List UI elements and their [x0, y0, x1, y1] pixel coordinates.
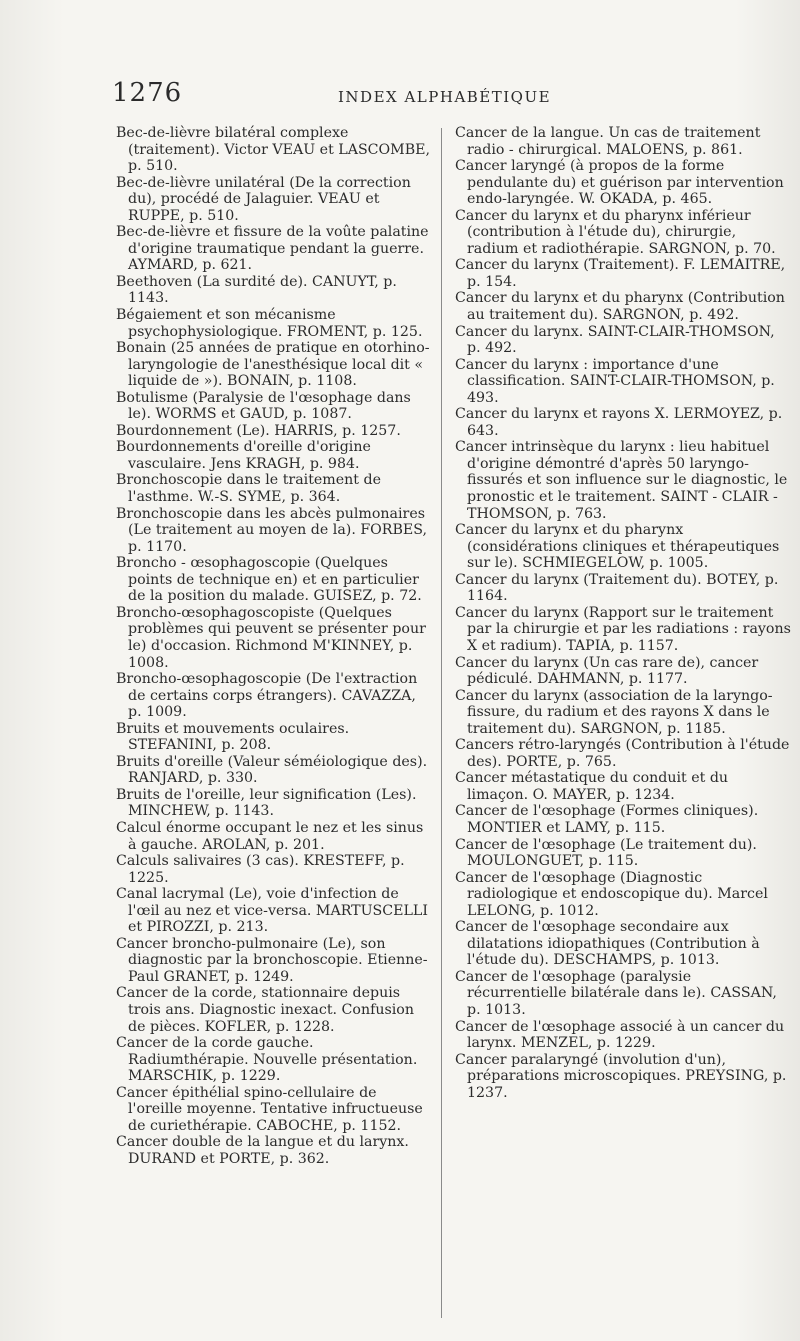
index-entry: Cancer broncho-pulmonaire (Le), son diagnostic par la bronchoscopie. Etienne-Paul GRANET, p. 1249. — [116, 935, 428, 985]
page-header — [112, 78, 752, 112]
index-entry: Botulisme (Paralysie de l'œsophage dans le). WORMS et GAUD, p. 1087. — [116, 389, 411, 423]
index-entry: Cancer de l'œsophage associé à un cancer du larynx. MENZEL, p. 1229. — [455, 1018, 785, 1052]
index-entry: Cancer du larynx et du pharynx (considérations cliniques et thérapeutiques sur le). SCHMIEGELOW, p. 1005. — [455, 522, 780, 572]
index-entry: Cancer paralaryngé (involution d'un), préparations microscopiques. PREYSING, p. 1237. — [455, 1051, 787, 1101]
index-entry: Cancer de l'œsophage (Diagnostic radiologique et endoscopique du). Marcel LELONG, p. 1012. — [455, 869, 768, 919]
index-entry: Bec-de-lièvre unilatéral (De la correction du), procédé de Jalaguier. VEAU et RUPPE, p. 510. — [116, 174, 411, 224]
index-entry: Cancer double de la langue et du larynx. DURAND et PORTE, p. 362. — [116, 1134, 409, 1167]
index-entry: Cancer du larynx. SAINT-CLAIR-THOMSON, p. 492. — [455, 323, 775, 357]
index-entry: Bruits de l'oreille, leur signification (Les). MINCHEW, p. 1143. — [116, 786, 417, 820]
index-entry: Bourdonnement (Le). HARRIS, p. 1257. — [116, 422, 401, 439]
index-entry: Cancer de la corde gauche. Radiumthérapie. Nouvelle présentation. MARSCHIK, p. 1229. — [116, 1035, 418, 1085]
index-entry: Bec-de-lièvre et fissure de la voûte palatine d'origine traumatique pendant la guerre. AYMARD, p. 621. — [116, 224, 429, 274]
index-entry: Bronchoscopie dans le traitement de l'asthme. W.-S. SYME, p. 364. — [116, 472, 381, 506]
index-entry: Bec-de-lièvre bilatéral complexe (traitement). Victor VEAU et LASCOMBE, p. 510. — [116, 125, 430, 175]
index-column-left — [116, 125, 431, 1167]
index-entry: Cancer de l'œsophage (Formes cliniques). MONTIER et LAMY, p. 115. — [455, 803, 759, 836]
index-entry: Cancer épithélial spino-cellulaire de l'oreille moyenne. Tentative infructueuse de curiethérapie. CABOCHE, p. 1152. — [116, 1084, 423, 1134]
index-entry: Cancer de l'œsophage (paralysie récurrentielle bilatérale dans le). CASSAN, p. 1013. — [455, 968, 777, 1018]
index-entry: Cancer de la corde, stationnaire depuis trois ans. Diagnostic inexact. Confusion de pièces. KOFLER, p. 1228. — [116, 985, 414, 1035]
index-entry: Cancer de l'œsophage (Le traitement du). MOULONGUET, p. 115. — [455, 836, 757, 870]
index-entry: Cancer du larynx (association de la laryngo-fissure, du radium et des rayons X dans le traitement du). SARGNON, p. 1185. — [455, 687, 773, 737]
index-entry: Cancer intrinsèque du larynx : lieu habituel d'origine démontré d'après 50 laryngo-fissurés et son influence sur le diagnostic, le pronostic et le traitement. SAINT - CLAIR - THOMSON, p. 763. — [455, 439, 788, 522]
index-entry: Cancer de la langue. Un cas de traitement radio - chirurgical. MALOENS, p. 861. — [455, 125, 761, 158]
index-entry: Calculs salivaires (3 cas). KRESTEFF, p. 1225. — [116, 853, 405, 886]
index-entry: Cancer du larynx (Traitement). F. LEMAITRE, p. 154. — [455, 257, 786, 290]
index-entry: Cancers rétro-laryngés (Contribution à l'étude des). PORTE, p. 765. — [455, 737, 790, 770]
index-entry: Broncho - œsophagoscopie (Quelques points de technique en) et en particulier de la position du malade. GUISEZ, p. 72. — [116, 555, 422, 605]
index-entry: Cancer du larynx (Traitement du). BOTEY, p. 1164. — [455, 571, 779, 605]
index-entry: Bourdonnements d'oreille d'origine vasculaire. Jens KRAGH, p. 984. — [116, 439, 371, 472]
index-entry: Bégaiement et son mécanisme psychophysiologique. FROMENT, p. 125. — [116, 307, 423, 340]
column-divider — [441, 128, 442, 1318]
index-entry: Broncho-œsophagoscopiste (Quelques problèmes qui peuvent se présenter pour le) d'occasion. Richmond M'KINNEY, p. 1008. — [116, 604, 426, 671]
index-entry: Cancer laryngé (à propos de la forme pendulante du) et guérison par intervention endo-laryngée. W. OKADA, p. 465. — [455, 158, 784, 208]
index-entry: Cancer du larynx (Rapport sur le traitement par la chirurgie et par les radiations : rayons X et radium). TAPIA, p. 1157. — [455, 604, 791, 654]
index-entry: Bonain (25 années de pratique en otorhino-laryngologie de l'anesthésique local dit « liquide de »). BONAIN, p. 1108. — [116, 340, 430, 390]
index-entry: Cancer du larynx et rayons X. LERMOYEZ, p. 643. — [455, 406, 783, 439]
index-entry: Cancer du larynx : importance d'une classification. SAINT-CLAIR-THOMSON, p. 493. — [455, 356, 775, 406]
index-entry: Cancer de l'œsophage secondaire aux dilatations idiopathiques (Contribution à l'étude du). DESCHAMPS, p. 1013. — [455, 919, 760, 969]
index-entry: Broncho-œsophagoscopie (De l'extraction de certains corps étrangers). CAVAZZA, p. 1009. — [116, 671, 418, 721]
index-entry: Bronchoscopie dans les abcès pulmonaires (Le traitement au moyen de la). FORBES, p. 1170. — [116, 505, 427, 555]
index-entry: Bruits d'oreille (Valeur séméiologique des). RANJARD, p. 330. — [116, 753, 428, 787]
index-entry: Beethoven (La surdité de). CANUYT, p. 1143. — [116, 273, 397, 307]
index-entry: Cancer du larynx (Un cas rare de), cancer pédiculé. DAHMANN, p. 1177. — [455, 654, 759, 688]
index-entry: Cancer du larynx et du pharynx inférieur (contribution à l'étude du), chirurgie, radium et radiothérapie. SARGNON, p. 70. — [455, 207, 776, 257]
index-column-right — [455, 125, 791, 1101]
index-entry: Calcul énorme occupant le nez et les sinus à gauche. AROLAN, p. 201. — [116, 819, 424, 853]
index-entry: Cancer du larynx et du pharynx (Contribution au traitement du). SARGNON, p. 492. — [455, 290, 785, 324]
page-number: 1276 — [112, 78, 183, 108]
running-title: INDEX ALPHABÉTIQUE — [338, 88, 552, 106]
index-entry: Bruits et mouvements oculaires. STEFANINI, p. 208. — [116, 720, 350, 754]
index-entry: Canal lacrymal (Le), voie d'infection de l'œil au nez et vice-versa. MARTUSCELLI et PIROZZI, p. 213. — [116, 886, 428, 936]
index-entry: Cancer métastatique du conduit et du limaçon. O. MAYER, p. 1234. — [455, 770, 729, 803]
